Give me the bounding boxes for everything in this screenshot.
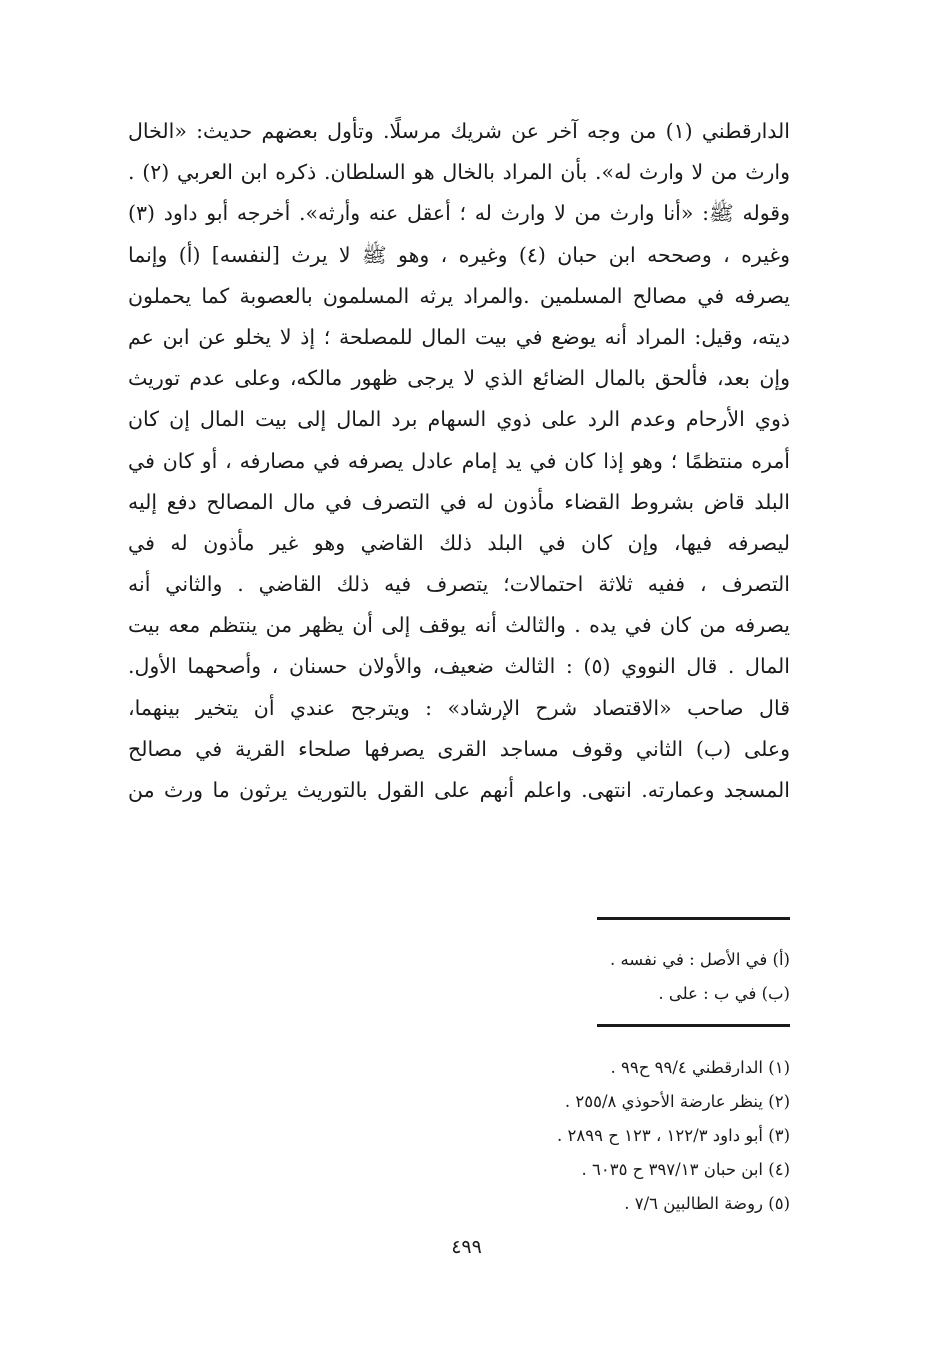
main-text-line-6: ديته، وقيل: المراد أنه يوضع في بيت المال للمصلحة ؛ إذ لا يخلو عن ابن عم [128, 324, 790, 349]
main-text-line-2: وارث من لا وارث له». بأن المراد بالخال هو السلطان. ذكره ابن العربي (٢) . [128, 160, 790, 185]
footnote-separator-variants [597, 917, 790, 920]
footnote-4: (٤) ابن حبان ٣٩٧/١٣ ح ٦٠٣٥ . [581, 1160, 790, 1179]
main-text-line-5: يصرفه في مصالح المسلمين .والمراد يرثه المسلمون بالعصوبة كما يحملون [128, 283, 790, 308]
variant-notes [610, 943, 790, 1011]
reference-footnotes [557, 1051, 790, 1221]
main-text-line-14: المال . قال النووي (٥) : الثالث ضعيف، والأولان حسنان ، وأصحهما الأول. [128, 654, 790, 679]
page-number: ٤٩٩ [451, 1236, 482, 1258]
footnote-separator-references [597, 1024, 790, 1027]
main-text-line-11: ليصرفه فيها، وإن كان في البلد ذلك القاضي وهو غير مأذون له في [128, 530, 790, 555]
main-text-line-12: التصرف ، ففيه ثلاثة احتمالات؛ يتصرف فيه ذلك القاضي . والثاني أنه [128, 572, 790, 597]
main-text-line-3: وقوله ﷺ: «أنا وارث من لا وارث له ؛ أعقل عنه وأرثه». أخرجه أبو داود (٣) [128, 201, 790, 226]
footnote-1: (١) الدارقطني ٩٩/٤ ح٩٩ . [610, 1058, 790, 1077]
main-text-line-13: يصرفه من كان في يده . والثالث أنه يوقف إلى أن يظهر من ينتظم معه بيت [128, 613, 790, 638]
variant-note-a: (أ) في الأصل : في نفسه . [609, 950, 790, 969]
main-text-line-9: أمره منتظمًا ؛ وهو إذا كان في يد إمام عادل يصرفه في مصارفه ، أو كان في [128, 448, 790, 473]
main-text-line-4: وغيره ، وصححه ابن حبان (٤) وغيره ، وهو ﷺ لا يرث [لنفسه] (أ) وإنما [128, 242, 790, 267]
main-text-line-10: البلد قاض بشروط القضاء مأذون له في التصرف في مال المصالح دفع إليه [128, 489, 790, 514]
main-text-block [128, 111, 790, 811]
main-text-line-16: وعلى (ب) الثاني وقوف مساجد القرى يصرفها صلحاء القرية في مصالح [128, 736, 790, 761]
main-text-line-7: وإن بعد، فألحق بالمال الضائع الذي لا يرجى ظهور مالكه، وعلى عدم توريث [128, 366, 790, 391]
main-text-line-15: قال صاحب «الاقتصاد شرح الإرشاد» : ويترجح عندي أن يتخير بينهما، [128, 695, 790, 720]
main-text-line-1: الدارقطني (١) من وجه آخر عن شريك مرسلًا. وتأول بعضهم حديث: «الخال [128, 119, 790, 143]
main-text-line-17: المسجد وعمارته. انتهى. واعلم أنهم على القول بالتوريث يرثون ما ورث من [128, 778, 790, 802]
footnote-3: (٣) أبو داود ١٢٢/٣ ، ١٢٣ ح ٢٨٩٩ . [557, 1126, 790, 1145]
variant-note-b: (ب) في ب : على . [658, 984, 790, 1003]
main-text-line-8: ذوي الأرحام وعدم الرد على ذوي السهام برد المال إلى بيت المال إن كان [128, 407, 790, 432]
footnote-5: (٥) روضة الطالبين ٧/٦ . [624, 1194, 790, 1213]
footnote-2: (٢) ينظر عارضة الأحوذي ٢٥٥/٨ . [564, 1092, 790, 1111]
